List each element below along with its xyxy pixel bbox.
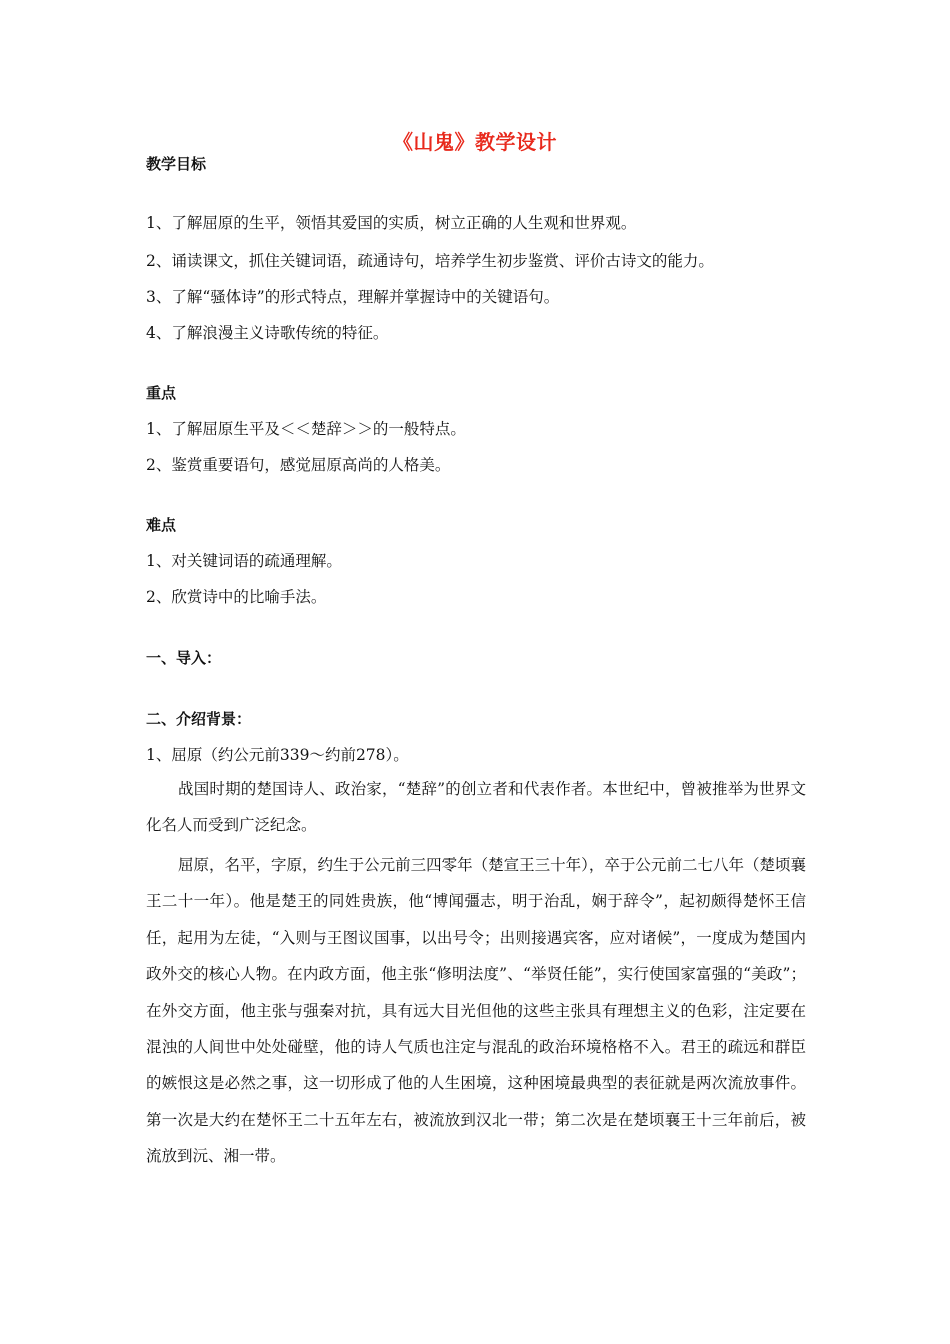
background-item: 1、屈原（约公元前339～约前278）。 (146, 746, 409, 764)
difficulties-heading: 难点 (146, 516, 177, 534)
key-points-heading: 重点 (146, 384, 177, 402)
difficulty-item: 1、对关键词语的疏通理解。 (146, 552, 342, 570)
section-background-heading: 二、介绍背景： (146, 710, 252, 728)
objective-item: 1、了解屈原的生平，领悟其爱国的实质，树立正确的人生观和世界观。 (146, 214, 637, 232)
document-title: 《山鬼》教学设计 (393, 130, 557, 154)
objectives-heading: 教学目标 (146, 155, 207, 173)
key-point-item: 1、了解屈原生平及＜＜楚辞＞＞的一般特点。 (146, 420, 466, 438)
background-paragraph: 战国时期的楚国诗人、政治家，“楚辞”的创立者和代表作者。本世纪中，曾被推举为世界文化名人而受到广泛纪念。 (146, 780, 806, 835)
objective-item: 4、了解浪漫主义诗歌传统的特征。 (146, 324, 389, 342)
objective-item: 2、诵读课文，抓住关键词语，疏通诗句，培养学生初步鉴赏、评价古诗文的能力。 (146, 252, 714, 270)
background-paragraph: 屈原，名平，字原，约生于公元前三四零年（楚宣王三十年），卒于公元前二七八年（楚顷襄王二十一年）。他是楚王的同姓贵族，他“博闻彊志，明于治乱，娴于辞令”，起初颇得楚怀王信任，起用为左徒，“入则与王图议国事，以出号令；出则接遇宾客，应对诸候”，一度成为楚国内政外交的核心人物。在内政方面，他主张“修明法度”、“举贤任能”，实行使国家富强的“美政”；在外交方面，他主张与强秦对抗，具有远大目光但他的这些主张具有理想主义的色彩，注定要在混浊的人间世中处处碰壁，他的诗人气质也注定与混乱的政治环境格格不入。君王的疏远和群臣的嫉恨这是必然之事，这一切形成了他的人生困境，这种困境最典型的表征就是两次流放事件。第一次是大约在楚怀王二十五年左右，被流放到汉北一带；第二次是在楚顷襄王十三年前后，被流放到沅、湘一带。 (146, 856, 806, 1166)
difficulty-item: 2、欣赏诗中的比喻手法。 (146, 588, 327, 606)
section-intro-heading: 一、导入： (146, 649, 222, 667)
objective-item: 3、了解“骚体诗”的形式特点，理解并掌握诗中的关键语句。 (146, 288, 560, 306)
key-point-item: 2、鉴赏重要语句，感觉屈原高尚的人格美。 (146, 456, 451, 474)
